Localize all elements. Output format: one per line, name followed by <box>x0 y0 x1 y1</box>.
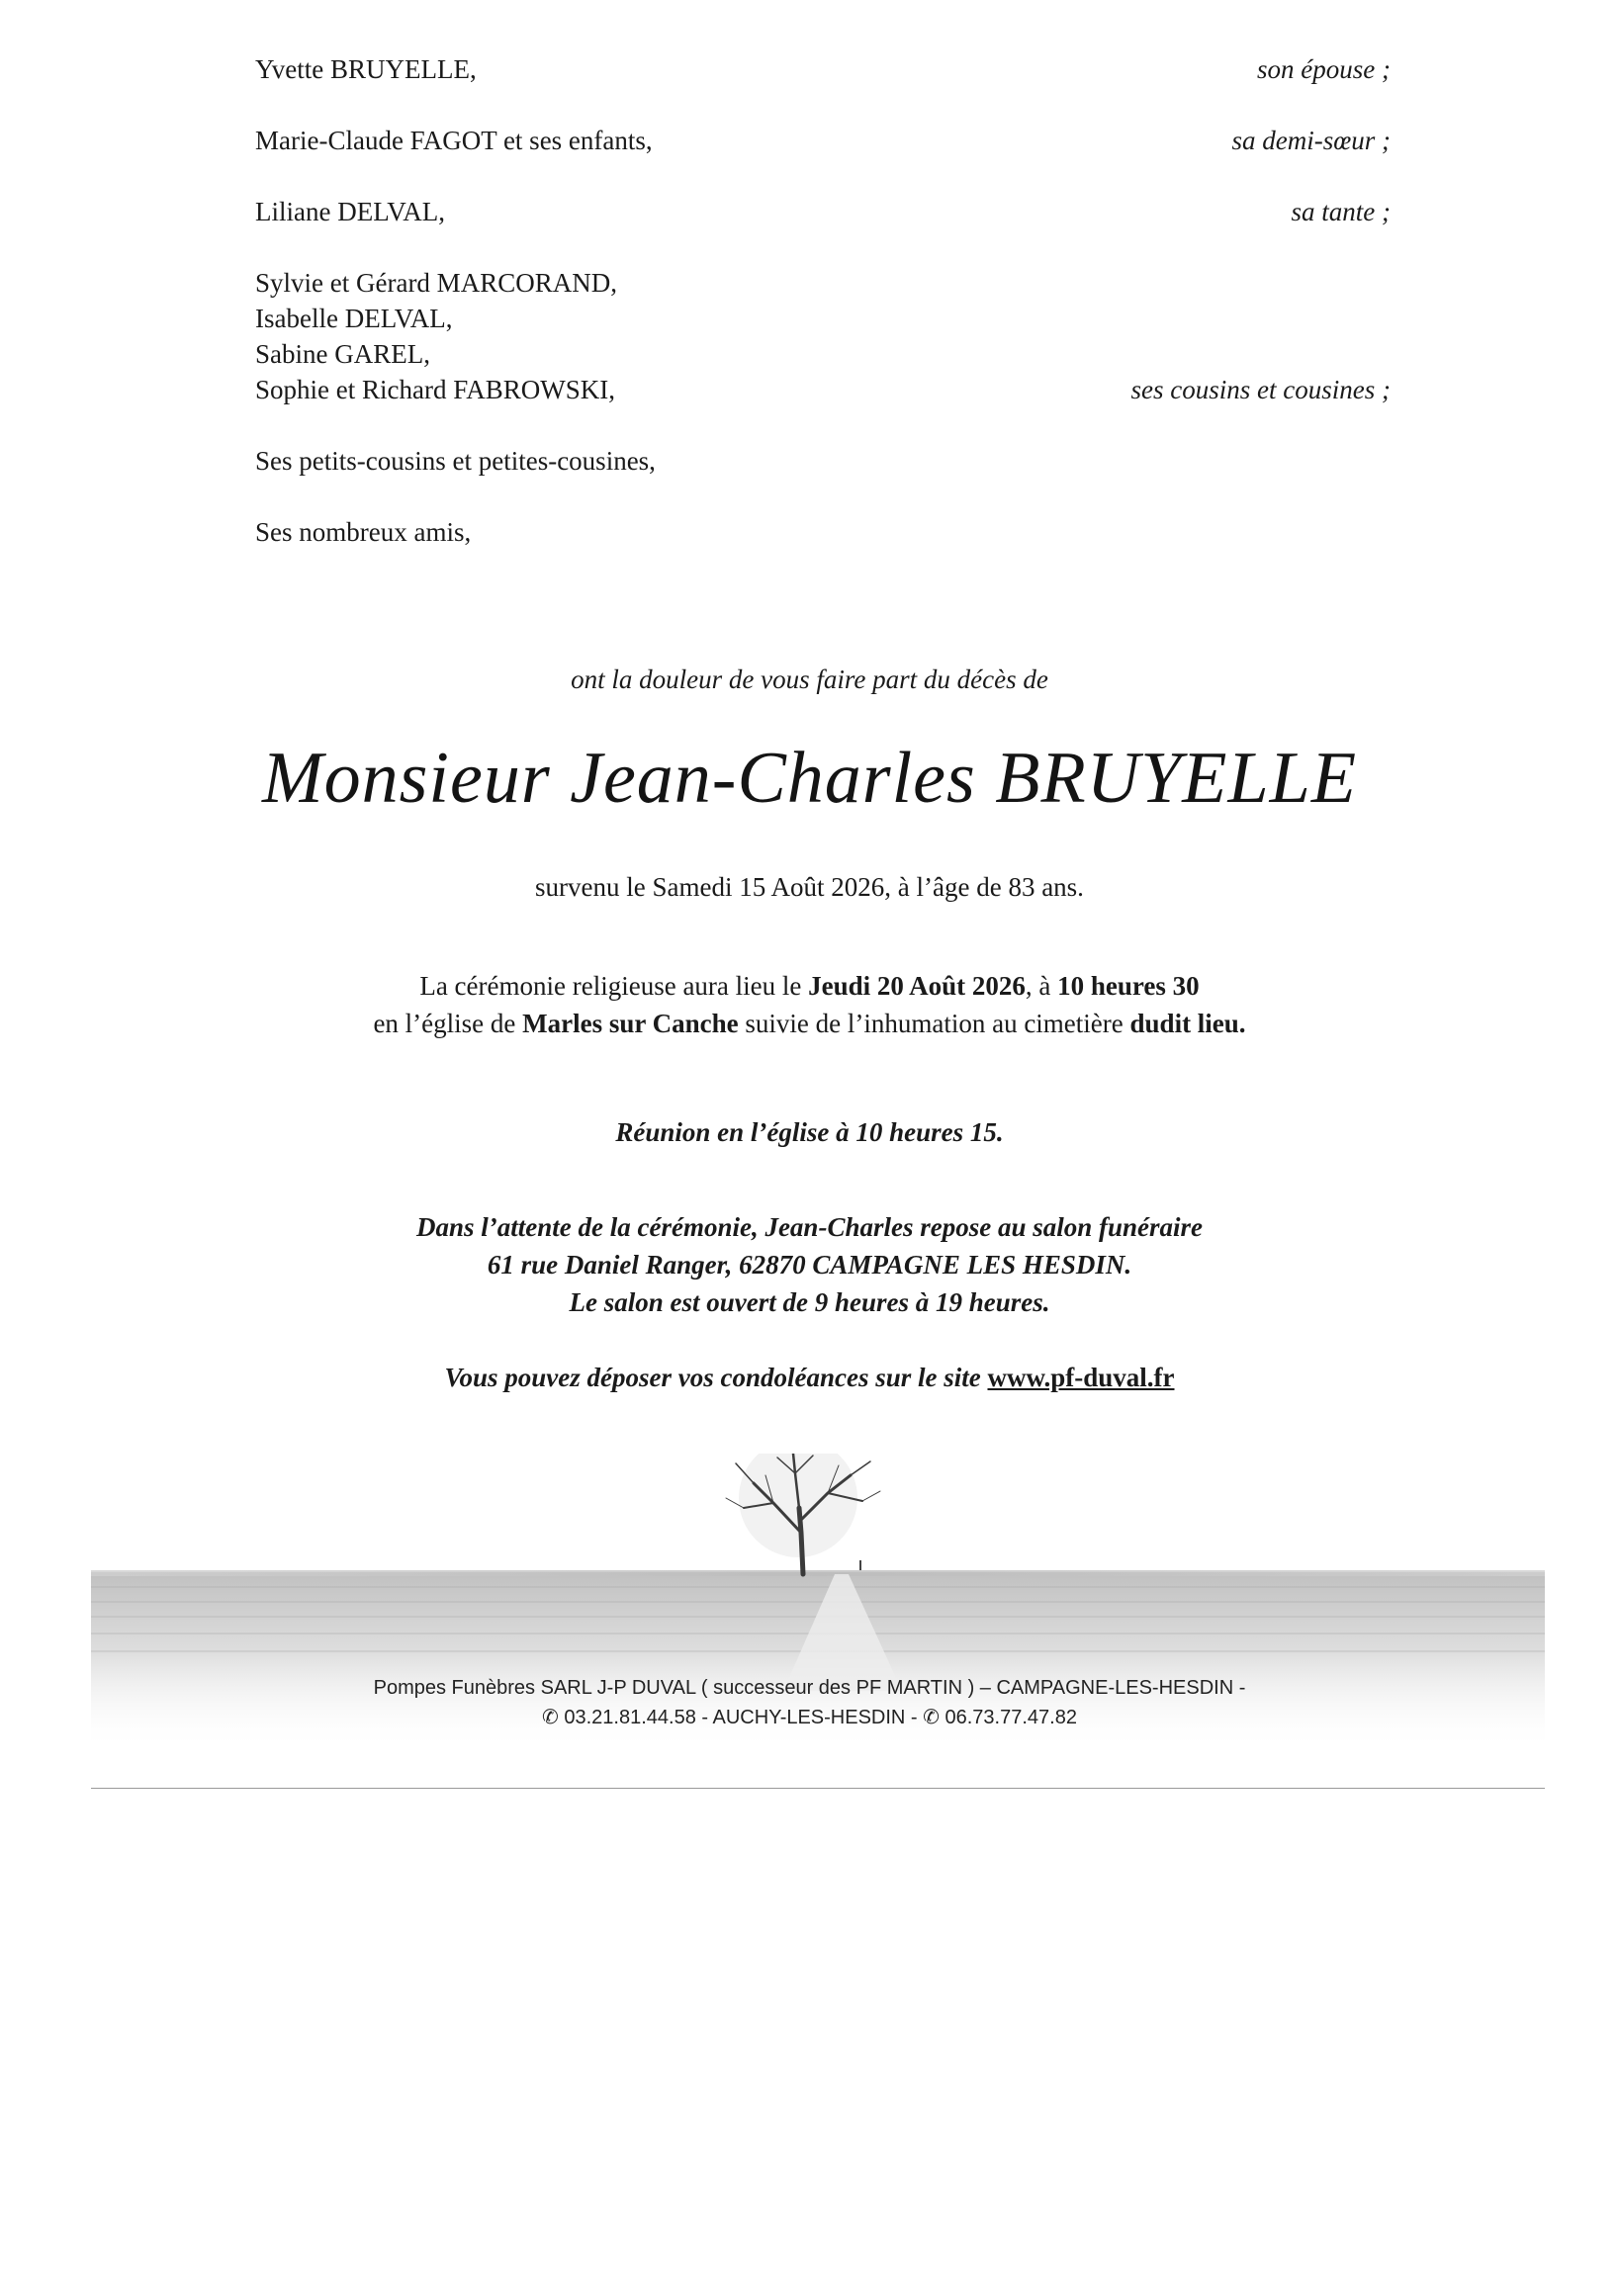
family-name: Marie-Claude FAGOT et ses enfants, <box>255 126 653 155</box>
family-list <box>255 51 1391 550</box>
ceremony-details <box>0 967 1619 1042</box>
phone-number-2: 06.73.77.47.82 <box>944 1707 1077 1728</box>
viewing-hours: Le salon est ouvert de 9 heures à 19 heures. <box>569 1287 1050 1317</box>
funeral-home-line: Pompes Funèbres SARL J-P DUVAL ( successeur des PF MARTIN ) – CAMPAGNE-LES-HESDIN - <box>373 1677 1246 1699</box>
viewing-line-1: Dans l’attente de la cérémonie, Jean-Charles repose au salon funéraire <box>416 1212 1203 1242</box>
family-row <box>255 194 1391 229</box>
family-row <box>255 123 1391 158</box>
phone-icon: ✆ <box>542 1707 559 1728</box>
phone-line <box>0 1703 1619 1732</box>
ceremony-line-1: La cérémonie religieuse aura lieu le Jeudi 20 Août 2026, à 10 heures 30 <box>419 971 1200 1001</box>
footer-info <box>0 1673 1619 1732</box>
family-relation: sa tante ; <box>1291 197 1391 226</box>
family-name: Liliane DELVAL, <box>255 197 445 226</box>
family-row <box>255 443 1391 479</box>
family-name: Ses nombreux amis, <box>255 517 472 547</box>
family-name: Sylvie et Gérard MARCORAND, <box>255 268 617 298</box>
family-relation: son épouse ; <box>1257 54 1391 84</box>
family-name: Yvette BRUYELLE, <box>255 54 477 84</box>
family-name: Sabine GAREL, <box>255 339 430 369</box>
family-name: Sophie et Richard FABROWSKI, <box>255 375 615 404</box>
condolences-text: Vous pouvez déposer vos condoléances sur le site <box>444 1363 988 1392</box>
condolences-notice <box>0 1363 1619 1393</box>
family-row <box>255 51 1391 87</box>
family-row <box>255 514 1391 550</box>
phone-separator: - AUCHY-LES-HESDIN - <box>695 1707 924 1728</box>
meeting-notice: Réunion en l’église à 10 heures 15. <box>615 1117 1004 1147</box>
phone-icon: ✆ <box>923 1707 940 1728</box>
family-relation: sa demi-sœur ; <box>1231 126 1391 155</box>
family-relation: ses cousins et cousines ; <box>1130 375 1391 404</box>
viewing-details <box>0 1208 1619 1321</box>
ceremony-line-2: en l’église de Marles sur Canche suivie de l’inhumation au cimetière dudit lieu. <box>373 1009 1246 1038</box>
date-of-death: survenu le Samedi 15 Août 2026, à l’âge de 83 ans. <box>535 872 1084 902</box>
family-name: Isabelle DELVAL, <box>255 304 453 333</box>
bottom-divider <box>91 1788 1545 1789</box>
family-row <box>255 265 1391 407</box>
announcement-intro: ont la douleur de vous faire part du décès de <box>571 664 1048 694</box>
phone-number-1: 03.21.81.44.58 <box>564 1707 696 1728</box>
condolences-link[interactable]: www.pf-duval.fr <box>987 1363 1175 1392</box>
deceased-name: Monsieur Jean-Charles BRUYELLE <box>261 738 1358 819</box>
family-name: Ses petits-cousins et petites-cousines, <box>255 446 656 476</box>
viewing-address: 61 rue Daniel Ranger, 62870 CAMPAGNE LES HESDIN. <box>487 1250 1132 1280</box>
